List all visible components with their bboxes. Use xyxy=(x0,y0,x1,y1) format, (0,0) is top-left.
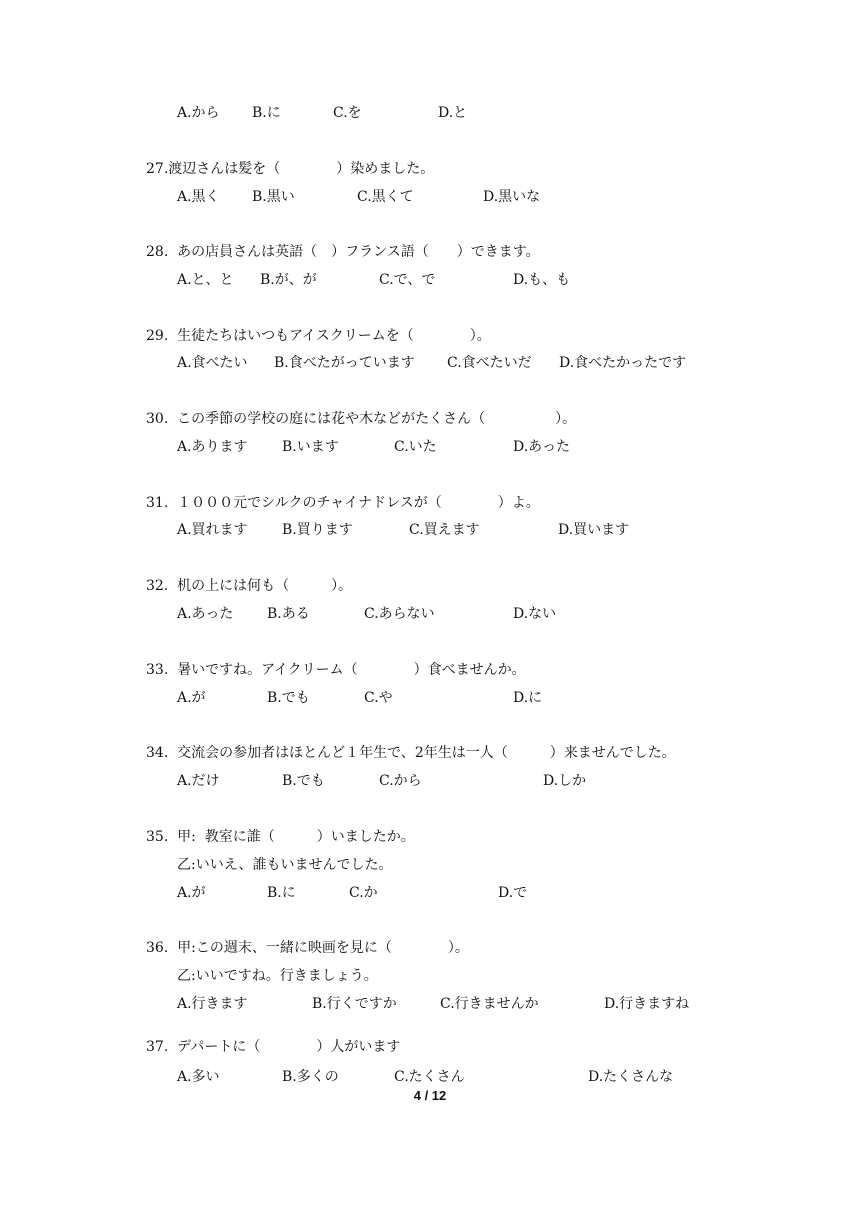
question-text: 33. 暑いですね。アイクリーム（ ）食べませんか。 xyxy=(146,662,526,678)
option-b: B.黒い xyxy=(252,189,295,205)
option-b: B.食べたがっています xyxy=(274,355,415,371)
option-c: C.行きませんか xyxy=(440,996,539,1012)
option-b: B.に xyxy=(267,885,296,901)
option-b: B.います xyxy=(282,439,339,455)
question-text: 37. デパートに（ ）人がいます xyxy=(146,1039,401,1055)
page-number: 4 / 12 xyxy=(413,1088,447,1103)
option-b: B.ある xyxy=(267,606,310,622)
option-c: C.で、で xyxy=(379,272,436,288)
option-b: B.が、が xyxy=(260,272,317,288)
option-a: A.食べたい xyxy=(177,355,248,371)
dialogue-line: 乙:いいえ、誰もいませんでした。 xyxy=(177,857,393,873)
option-d: D.食べたかったです xyxy=(559,355,687,371)
option-b: B.でも xyxy=(282,773,325,789)
option-a: A.から xyxy=(177,105,220,121)
option-b: B.行くですか xyxy=(312,996,397,1012)
option-a: A.と、と xyxy=(177,272,234,288)
option-c: C.から xyxy=(379,773,422,789)
question-text: 36. 甲:この週末、一緒に映画を見に（ ）。 xyxy=(146,940,469,956)
question-text: 35. 甲: 教室に誰（ ）いましたか。 xyxy=(146,829,415,845)
question-text: 28. あの店員さんは英語（ ）フランス語（ ）できます。 xyxy=(146,244,540,260)
option-c: C.いた xyxy=(394,439,437,455)
option-b: B.でも xyxy=(267,690,310,706)
option-a: A.あります xyxy=(177,439,248,455)
option-c: C.たくさん xyxy=(394,1069,465,1085)
option-a: A.あった xyxy=(177,606,234,622)
option-d: D.しか xyxy=(543,773,587,789)
question-text: 34. 交流会の参加者はほとんど１年生で、2年生は一人（ ）来ませんでした。 xyxy=(146,745,676,761)
option-c: C.を xyxy=(333,105,362,121)
option-b: B.買ります xyxy=(282,522,353,538)
option-b: B.多くの xyxy=(282,1069,339,1085)
option-d: D.あった xyxy=(513,439,571,455)
option-d: D.買います xyxy=(558,522,630,538)
question-text: 27.渡辺さんは髪を（ ）染めました。 xyxy=(146,161,435,177)
option-c: C.黒くて xyxy=(357,189,414,205)
option-c: C.あらない xyxy=(364,606,435,622)
option-a: A.だけ xyxy=(177,773,220,789)
option-c: C.や xyxy=(364,690,393,706)
option-d: D.で xyxy=(498,885,528,901)
option-c: C.買えます xyxy=(409,522,480,538)
option-a: A.行きます xyxy=(177,996,248,1012)
option-a: A.黒く xyxy=(177,189,220,205)
option-b: B.に xyxy=(252,105,281,121)
option-c: C.食べたいだ xyxy=(447,355,532,371)
dialogue-line: 乙:いいですね。行きましょう。 xyxy=(177,968,378,984)
option-d: D.たくさんな xyxy=(588,1069,674,1085)
question-text: 30. この季節の学校の庭には花や木などがたくさん（ ）。 xyxy=(146,411,577,427)
option-d: D.に xyxy=(513,690,543,706)
option-a: A.が xyxy=(177,690,206,706)
option-d: D.ない xyxy=(513,606,557,622)
option-d: D.行きますね xyxy=(604,996,690,1012)
option-d: D.黒いな xyxy=(483,189,541,205)
question-text: 32. 机の上には何も（ ）。 xyxy=(146,578,353,594)
option-a: A.買れます xyxy=(177,522,248,538)
question-text: 31. １０００元でシルクのチャイナドレスが（ ）よ。 xyxy=(146,495,540,511)
question-text: 29. 生徒たちはいつもアイスクリームを（ ）。 xyxy=(146,328,491,344)
option-a: A.が xyxy=(177,885,206,901)
option-d: D.と xyxy=(438,105,468,121)
option-a: A.多い xyxy=(177,1069,220,1085)
option-c: C.か xyxy=(349,885,378,901)
option-d: D.も、も xyxy=(513,272,571,288)
